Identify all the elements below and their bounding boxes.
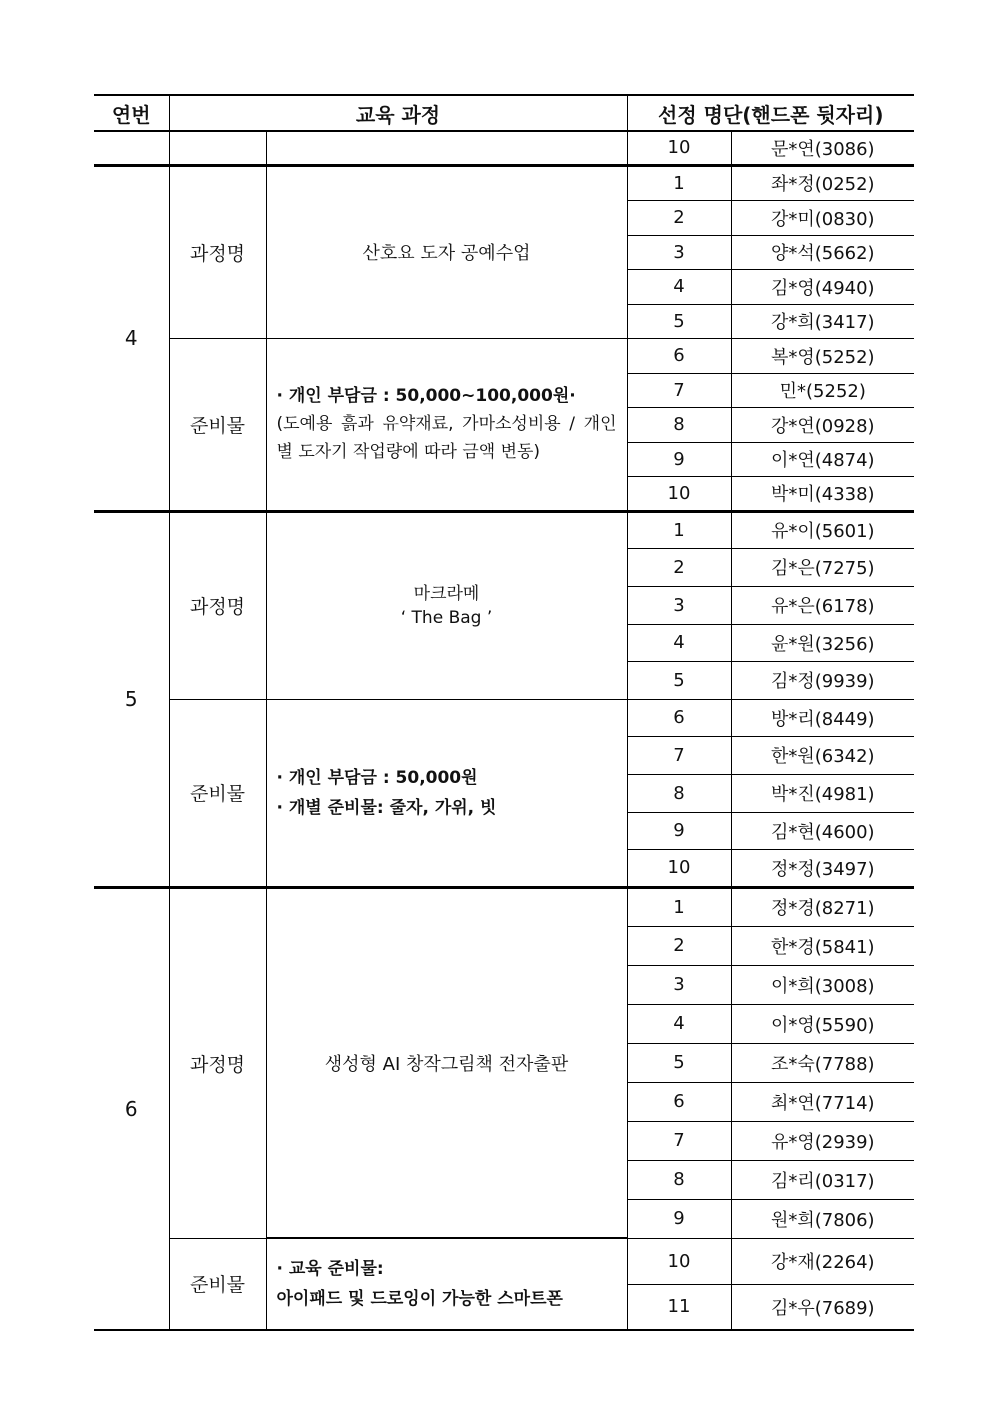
course-name-label: 과정명 [169, 887, 266, 1238]
row-name: 문*연(3086) [731, 131, 914, 165]
row-number: 10 [627, 1238, 731, 1284]
row-number: 1 [627, 165, 731, 200]
table-row [94, 338, 914, 373]
row-number: 5 [627, 661, 731, 699]
row-name: 방*리(8449) [731, 699, 914, 736]
row-name: 정*경(8271) [731, 887, 914, 926]
row-number: 4 [627, 1004, 731, 1043]
row-name: 윤*원(3256) [731, 624, 914, 661]
row-name: 이*희(3008) [731, 965, 914, 1004]
row-number: 2 [627, 926, 731, 965]
row-name: 유*이(5601) [731, 511, 914, 548]
row-number: 6 [627, 338, 731, 373]
row-name: 유*영(2939) [731, 1121, 914, 1160]
materials-items: · 개별 준비물: 줄자, 가위, 빗 [276, 797, 497, 818]
row-name: 김*리(0317) [731, 1160, 914, 1199]
row-name: 김*우(7689) [731, 1284, 914, 1330]
row-number: 10 [627, 131, 731, 165]
header-selected: 선정 명단(핸드폰 뒷자리) [627, 95, 914, 131]
materials-note: (도예용 흙과 유약재료, 가마소성비용 / 개인별 도자기 작업량에 따라 금액 변동) [276, 414, 617, 462]
row-number: 5 [627, 1043, 731, 1082]
row-number: 9 [627, 812, 731, 849]
row-name: 유*은(6178) [731, 586, 914, 624]
row-number: 8 [627, 774, 731, 812]
row-number: 7 [627, 1121, 731, 1160]
course-name-line: 마크라메 [413, 583, 480, 604]
row-number: 5 [627, 304, 731, 338]
materials-fee: · 개인 부담금 : 50,000~100,000원· [276, 386, 576, 406]
row-name: 박*미(4338) [731, 476, 914, 511]
materials-description [266, 699, 627, 887]
header-course: 교육 과정 [169, 95, 627, 131]
row-name: 이*영(5590) [731, 1004, 914, 1043]
empty-cell [94, 131, 169, 165]
row-name: 김*정(9939) [731, 661, 914, 699]
row-name: 김*은(7275) [731, 548, 914, 586]
course-name-subtitle: ‘ The Bag ’ [400, 607, 493, 628]
materials-items: 아이패드 및 드로잉이 가능한 스마트폰 [276, 1289, 563, 1309]
table-row [94, 887, 914, 926]
materials-label: 준비물 [169, 699, 266, 887]
materials-title: · 교육 준비물: [276, 1259, 384, 1279]
materials-fee: · 개인 부담금 : 50,000원 [276, 767, 478, 788]
row-number: 3 [627, 235, 731, 269]
header-row [94, 95, 914, 131]
row-number: 3 [627, 965, 731, 1004]
row-name: 강*희(3417) [731, 304, 914, 338]
row-name: 이*연(4874) [731, 442, 914, 476]
row-number: 2 [627, 200, 731, 235]
row-name: 정*정(3497) [731, 849, 914, 887]
row-number: 8 [627, 407, 731, 442]
row-name: 민*(5252) [731, 373, 914, 407]
row-number: 2 [627, 548, 731, 586]
course-name-label: 과정명 [169, 165, 266, 338]
table-row [94, 1238, 914, 1284]
table-row [94, 165, 914, 200]
row-number: 4 [627, 624, 731, 661]
materials-description [266, 338, 627, 511]
materials-description [266, 1238, 627, 1330]
row-name: 강*미(0830) [731, 200, 914, 235]
row-name: 강*재(2264) [731, 1238, 914, 1284]
header-yeonbeon: 연번 [94, 95, 169, 131]
row-number: 1 [627, 511, 731, 548]
empty-cell [266, 131, 627, 165]
row-name: 한*원(6342) [731, 736, 914, 774]
row-number: 3 [627, 586, 731, 624]
group-number: 4 [94, 165, 169, 511]
course-name: 산호요 도자 공예수업 [266, 165, 627, 338]
row-name: 박*진(4981) [731, 774, 914, 812]
selection-table [94, 94, 914, 1331]
row-number: 4 [627, 269, 731, 304]
row-number: 9 [627, 442, 731, 476]
course-name-label: 과정명 [169, 511, 266, 699]
row-name: 김*영(4940) [731, 269, 914, 304]
row-name: 좌*정(0252) [731, 165, 914, 200]
group-number: 5 [94, 511, 169, 887]
row-name: 강*연(0928) [731, 407, 914, 442]
row-name: 조*숙(7788) [731, 1043, 914, 1082]
row-number: 7 [627, 736, 731, 774]
row-number: 9 [627, 1199, 731, 1238]
materials-label: 준비물 [169, 1238, 266, 1330]
row-number: 10 [627, 476, 731, 511]
row-number: 7 [627, 373, 731, 407]
row-number: 6 [627, 699, 731, 736]
table-row [94, 511, 914, 548]
row-name: 복*영(5252) [731, 338, 914, 373]
table-row [94, 131, 914, 165]
row-number: 6 [627, 1082, 731, 1121]
row-name: 최*연(7714) [731, 1082, 914, 1121]
row-name: 원*희(7806) [731, 1199, 914, 1238]
row-number: 8 [627, 1160, 731, 1199]
table-row [94, 699, 914, 736]
row-number: 1 [627, 887, 731, 926]
course-name [266, 511, 627, 699]
course-name: 생성형 AI 창작그림책 전자출판 [266, 887, 627, 1238]
materials-label: 준비물 [169, 338, 266, 511]
group-number: 6 [94, 887, 169, 1330]
row-name: 김*현(4600) [731, 812, 914, 849]
row-name: 한*경(5841) [731, 926, 914, 965]
row-name: 양*석(5662) [731, 235, 914, 269]
row-number: 10 [627, 849, 731, 887]
row-number: 11 [627, 1284, 731, 1330]
empty-cell [169, 131, 266, 165]
